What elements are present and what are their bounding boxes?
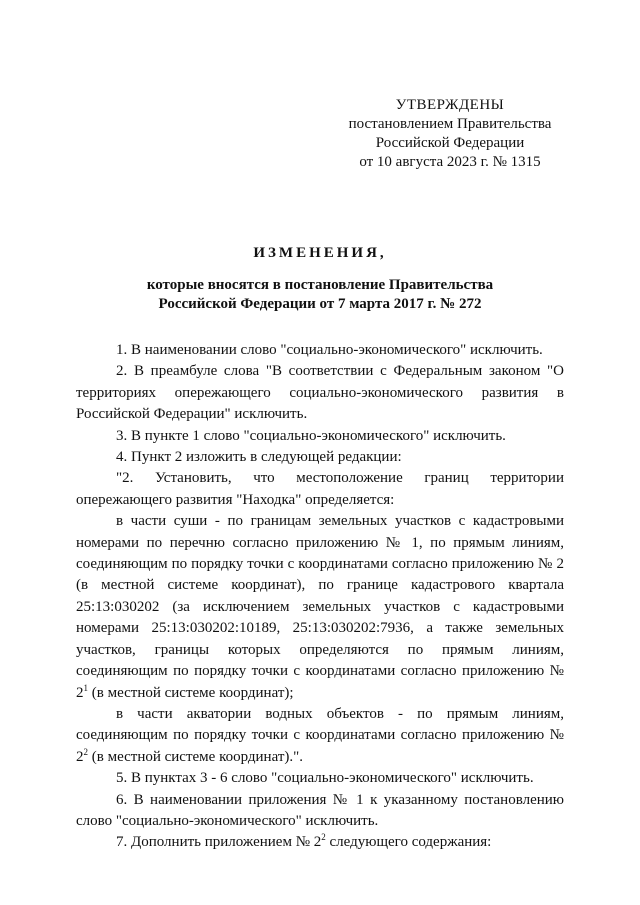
paragraph-text: 7. Дополнить приложением № 2 bbox=[116, 834, 322, 851]
paragraph: 2. В преамбуле слова "В соответствии с Федеральным законом "О территориях опережающего социально-экономического развития в Российской Федерации" исключить. bbox=[76, 363, 564, 423]
document-title: ИЗМЕНЕНИЯ, bbox=[253, 245, 387, 261]
approval-line: постановлением Правительства bbox=[348, 116, 552, 132]
paragraph bbox=[76, 704, 564, 768]
paragraph bbox=[76, 832, 564, 853]
superscript: 2 bbox=[83, 746, 88, 757]
document-subtitle: которые вносятся в постановление Правительства bbox=[146, 277, 494, 293]
document-body bbox=[76, 340, 564, 854]
document-heading bbox=[0, 244, 640, 314]
approval-stamp bbox=[300, 96, 600, 172]
paragraph: "2. Установить, что местоположение границ территории опережающего развития "Находка" определяется: bbox=[76, 470, 564, 508]
paragraph: 6. В наименовании приложения № 1 к указанному постановлению слово "социально-экономического" исключить. bbox=[76, 791, 564, 829]
paragraph-text: (в местной системе координат); bbox=[88, 684, 294, 701]
paragraph-text: в части суши - по границам земельных участков с кадастровыми номерами по перечню согласно приложению № 1, по прямым линиям, соединяющим по порядку точки с координатами согласно приложению № 2 (в местной системе координат), по границе кадастрового квартала 25:13:030202 (за исключением земельных участков с кадастровыми номерами 25:13:030202:10189, 25:13:030202:7936, а также земельных участков, границы которых определяются по прямым линиям, соединяющим по порядку точки с координатами согласно приложению № 2 bbox=[76, 513, 564, 701]
paragraph-text: следующего содержания: bbox=[325, 834, 492, 851]
paragraph-text: (в местной системе координат).". bbox=[88, 748, 304, 765]
paragraph: 1. В наименовании слово "социально-экономического" исключить. bbox=[116, 342, 543, 358]
approval-date-line: от 10 августа 2023 г. № 1315 bbox=[359, 154, 541, 170]
paragraph: 3. В пункте 1 слово "социально-экономического" исключить. bbox=[116, 427, 506, 444]
superscript: 2 bbox=[321, 832, 326, 843]
superscript: 1 bbox=[83, 682, 88, 693]
approval-line: Российской Федерации bbox=[375, 135, 525, 151]
approval-title: УТВЕРЖДЕНЫ bbox=[395, 97, 505, 113]
paragraph-text: в части акватории водных объектов - по прямым линиям, соединяющим по порядку точки с координатами согласно приложению № 2 bbox=[76, 705, 564, 765]
paragraph bbox=[76, 511, 564, 704]
paragraph: 5. В пунктах 3 - 6 слово "социально-экономического" исключить. bbox=[116, 770, 534, 787]
document-subtitle: Российской Федерации от 7 марта 2017 г. № 272 bbox=[158, 296, 482, 312]
paragraph: 4. Пункт 2 изложить в следующей редакции: bbox=[116, 449, 402, 466]
